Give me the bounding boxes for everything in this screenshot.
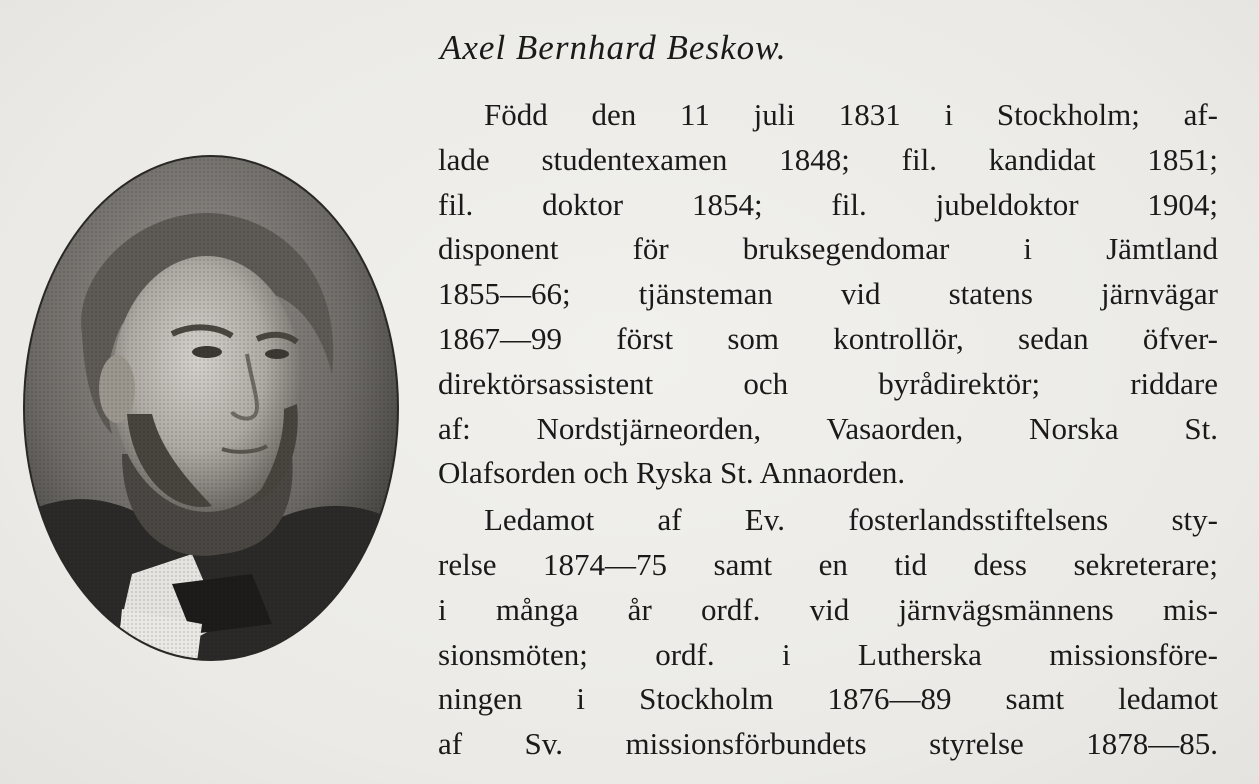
text-line: 1855—66; tjänsteman vid statens järnvägar xyxy=(438,276,1218,312)
page-title: Axel Bernhard Beskow. xyxy=(440,28,787,67)
text-line: fil. doktor 1854; fil. jubeldoktor 1904; xyxy=(438,186,1218,222)
text-line: lade studentexamen 1848; fil. kandidat 1851; xyxy=(438,141,1218,177)
text-line: af Sv. missionsförbundets styrelse 1878—85. xyxy=(438,726,1218,762)
text-line: Född den 11 juli 1831 i Stockholm; af- xyxy=(484,97,1218,132)
biography-text xyxy=(438,93,1218,767)
portrait-photo-icon xyxy=(22,154,400,662)
text-line: Ledamot af Ev. fosterlandsstiftelsens sty- xyxy=(484,502,1218,538)
text-line: af: Nordstjärneorden, Vasaorden, Norska St. xyxy=(438,410,1218,446)
text-line: direktörsassistent och byrådirektör; riddare xyxy=(438,365,1218,401)
text-line: disponent för bruksegendomar i Jämtland xyxy=(438,231,1218,267)
text-line: 1867—99 först som kontrollör, sedan öfver- xyxy=(438,320,1218,356)
paragraph-memberships xyxy=(438,498,1218,767)
text-line: sionsmöten; ordf. i Lutherska missionsföre- xyxy=(438,636,1218,672)
text-line: Olafsorden och Ryska St. Annaorden. xyxy=(438,455,906,491)
text-line: i många år ordf. vid järnvägsmännens mis- xyxy=(438,591,1218,627)
text-line: ningen i Stockholm 1876—89 samt ledamot xyxy=(438,681,1218,717)
paragraph-birth-career xyxy=(438,93,1218,496)
text-line: relse 1874—75 samt en tid dess sekreterare; xyxy=(438,546,1218,582)
